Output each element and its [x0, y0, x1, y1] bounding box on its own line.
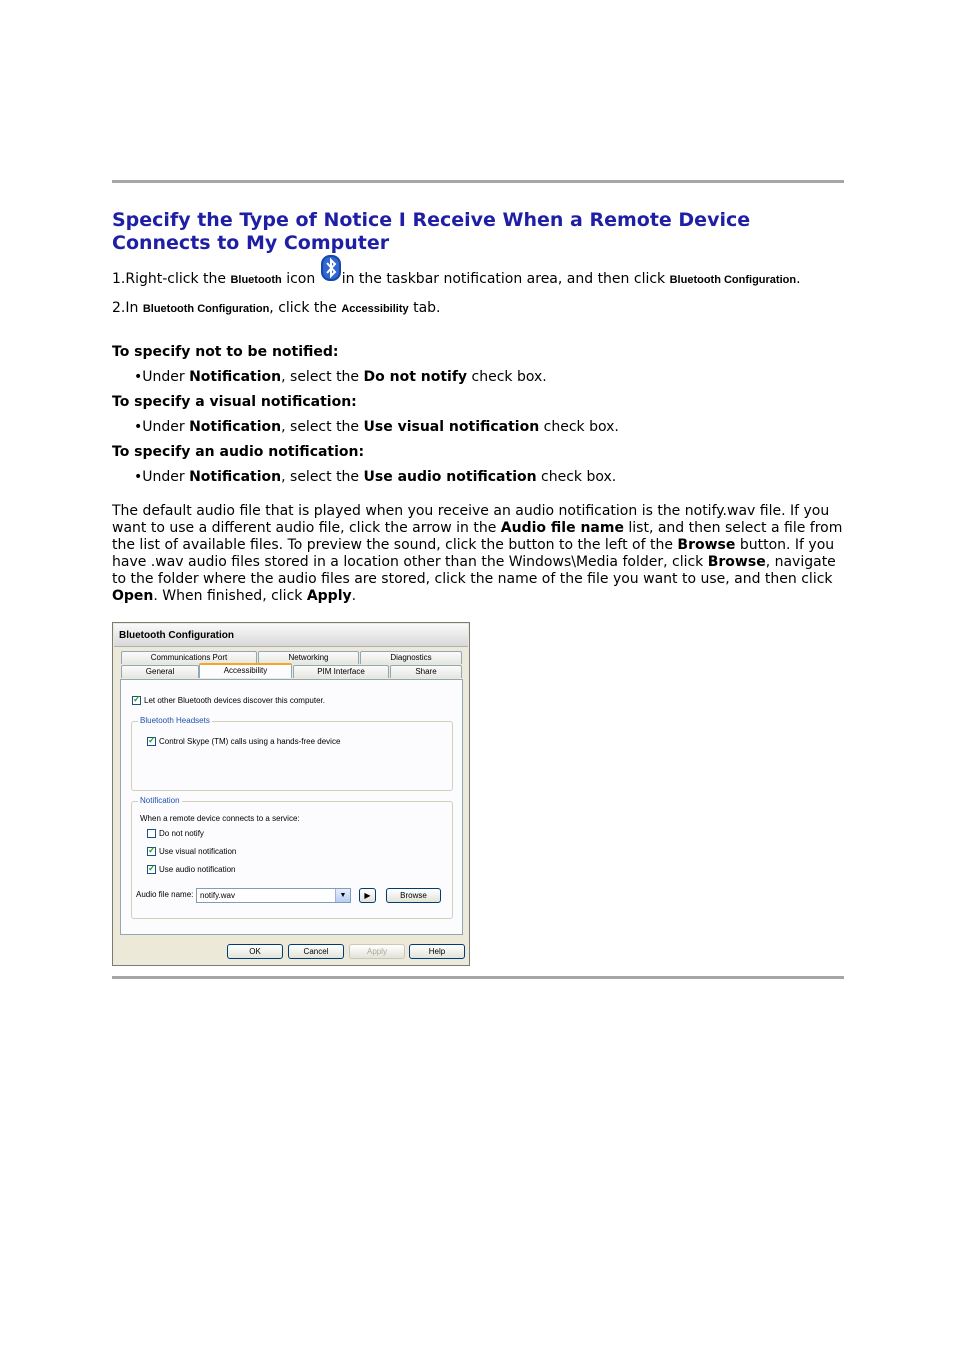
- audio-notification-label: Use audio notification: [159, 865, 236, 874]
- discover-checkbox[interactable]: [132, 696, 141, 705]
- step-number: 1.: [112, 271, 126, 287]
- discover-label: Let other Bluetooth devices discover this computer.: [144, 696, 325, 705]
- bottom-divider: [112, 976, 844, 979]
- step-1: 1.Right-click the Bluetooth icon in the taskbar notification area, and then click Bluetooth Configuration.: [112, 263, 801, 289]
- do-not-notify-checkbox[interactable]: [147, 829, 156, 838]
- bluetooth-headsets-group: [131, 716, 453, 791]
- play-icon: ▶: [364, 891, 371, 900]
- dialog-title: Bluetooth Configuration: [119, 630, 234, 641]
- ok-button[interactable]: OK: [227, 944, 283, 959]
- step-2: 2.In Bluetooth Configuration, click the Accessibility tab.: [112, 300, 441, 316]
- bluetooth-configuration-term: Bluetooth Configuration: [669, 274, 797, 286]
- tab-communications-port[interactable]: Communications Port: [121, 651, 257, 664]
- section-heading-visual: To specify a visual notification:: [112, 394, 357, 410]
- notification-legend: Notification: [140, 796, 180, 805]
- body-paragraph: The default audio file that is played when you receive an audio notification is the notify.wav file. If you want to use a different audio file, click the arrow in the Audio file name list, and then select a file from the list of available files. To preview the sound, click the button to the left of the Browse button. If you have .wav audio files stored in a location other than the Windows\Media folder, click Browse, navigate to the folder where the audio files are stored, click the name of the file you want to use, and then click Open. When finished, click Apply.: [112, 503, 843, 604]
- bullet-visual: •Under Notification, select the Use visual notification check box.: [134, 419, 619, 435]
- accessibility-term: Accessibility: [341, 303, 409, 315]
- tab-accessibility[interactable]: Accessibility: [199, 663, 292, 678]
- apply-button[interactable]: Apply: [349, 944, 405, 959]
- section-heading-not-notified: To specify not to be notified:: [112, 344, 339, 360]
- dialog-titlebar: [114, 624, 468, 647]
- bluetooth-term: Bluetooth: [230, 274, 282, 286]
- audio-file-select[interactable]: [196, 888, 351, 903]
- audio-file-value: notify.wav: [200, 891, 235, 900]
- section-heading-audio: To specify an audio notification:: [112, 444, 365, 460]
- tab-general[interactable]: General: [121, 665, 199, 678]
- play-sound-button[interactable]: [359, 888, 376, 903]
- audio-file-label: Audio file name:: [136, 890, 194, 899]
- bullet-not-notified: •Under Notification, select the Do not notify check box.: [134, 369, 547, 385]
- top-divider: [112, 180, 844, 183]
- step-number: 2.: [112, 300, 126, 316]
- tab-diagnostics[interactable]: Diagnostics: [360, 651, 462, 664]
- help-button[interactable]: Help: [409, 944, 465, 959]
- browse-button[interactable]: Browse: [386, 888, 441, 903]
- tab-networking[interactable]: Networking: [258, 651, 359, 664]
- bluetooth-configuration-dialog: [112, 622, 470, 966]
- visual-notification-label: Use visual notification: [159, 847, 237, 856]
- chevron-down-icon[interactable]: ▼: [335, 889, 350, 902]
- tab-share[interactable]: Share: [390, 665, 462, 678]
- tab-pim-interface[interactable]: PIM Interface: [293, 665, 389, 678]
- bullet-audio: •Under Notification, select the Use audio notification check box.: [134, 469, 617, 485]
- bluetooth-headsets-legend: Bluetooth Headsets: [140, 716, 210, 725]
- audio-notification-checkbox[interactable]: [147, 865, 156, 874]
- skype-checkbox[interactable]: [147, 737, 156, 746]
- bluetooth-icon: [321, 255, 341, 281]
- do-not-notify-label: Do not notify: [159, 829, 204, 838]
- page-title: Specify the Type of Notice I Receive When a Remote Device Connects to My Computer: [112, 209, 751, 254]
- cancel-button[interactable]: Cancel: [288, 944, 344, 959]
- when-label: When a remote device connects to a service:: [140, 814, 300, 823]
- skype-label: Control Skype (TM) calls using a hands-free device: [159, 737, 341, 746]
- visual-notification-checkbox[interactable]: [147, 847, 156, 856]
